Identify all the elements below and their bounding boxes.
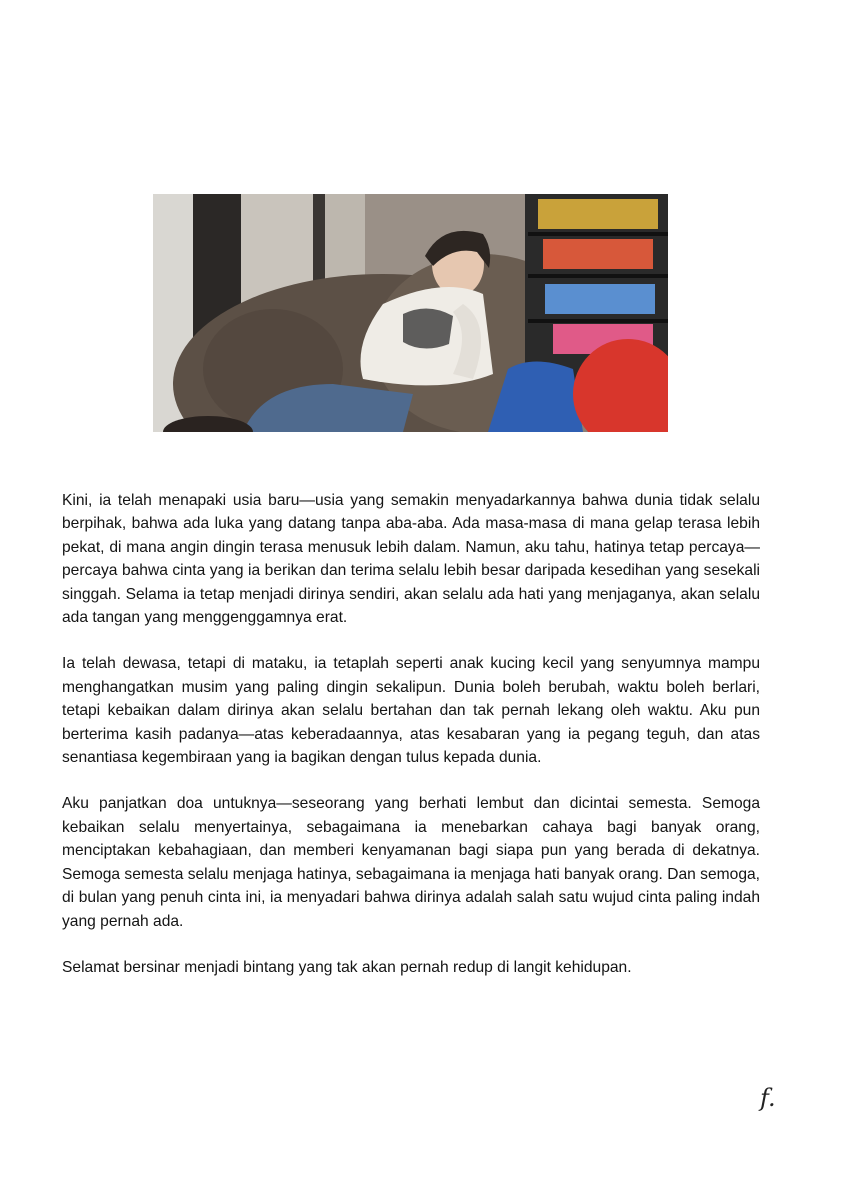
signature: f. bbox=[760, 1084, 776, 1112]
photo-image bbox=[153, 194, 668, 432]
photo bbox=[153, 194, 668, 432]
paragraph: Ia telah dewasa, tetapi di mataku, ia tetaplah seperti anak kucing kecil yang senyumnya mampu menghangatkan musim yang paling dingin sekalipun. Dunia boleh berubah, waktu boleh berlari, tetapi kebaikan dalam dirinya akan selalu bertahan dan tak pernah lekang oleh waktu. Aku pun berterima kasih padanya—atas keberadaannya, atas kesabaran yang ia pegang teguh, dan atas senantiasa kegembiraan yang ia bagikan dengan tulus kepada dunia. bbox=[62, 655, 760, 767]
body-text bbox=[62, 489, 760, 1002]
paragraph: Aku panjatkan doa untuknya—seseorang yang berhati lembut dan dicintai semesta. Semoga kebaikan selalu menyertainya, sebagaimana ia menebarkan cahaya bagi banyak orang, menciptakan kebahagiaan, dan memberi kenyamanan bagi siapa pun yang berada di dekatnya. Semoga semesta selalu menjaga hatinya, sebagaimana ia menjaga hati banyak orang. Dan semoga, di bulan yang penuh cinta ini, ia menyadari bahwa dirinya adalah salah satu wujud cinta paling indah yang pernah ada. bbox=[62, 795, 760, 930]
paragraph: Kini, ia telah menapaki usia baru—usia yang semakin menyadarkannya bahwa dunia tidak selalu berpihak, bahwa ada luka yang datang tanpa aba-aba. Ada masa-masa di mana gelap terasa lebih pekat, di mana angin dingin terasa menusuk lebih dalam. Namun, aku tahu, hatinya tetap percaya—percaya bahwa cinta yang ia berikan dan terima selalu lebih besar daripada kesedihan yang sesekali singgah. Selama ia tetap menjadi dirinya sendiri, akan selalu ada hati yang menjaganya, akan selalu ada tangan yang menggenggamnya erat. bbox=[62, 492, 760, 627]
paragraph: Selamat bersinar menjadi bintang yang tak akan pernah redup di langit kehidupan. bbox=[62, 958, 632, 976]
